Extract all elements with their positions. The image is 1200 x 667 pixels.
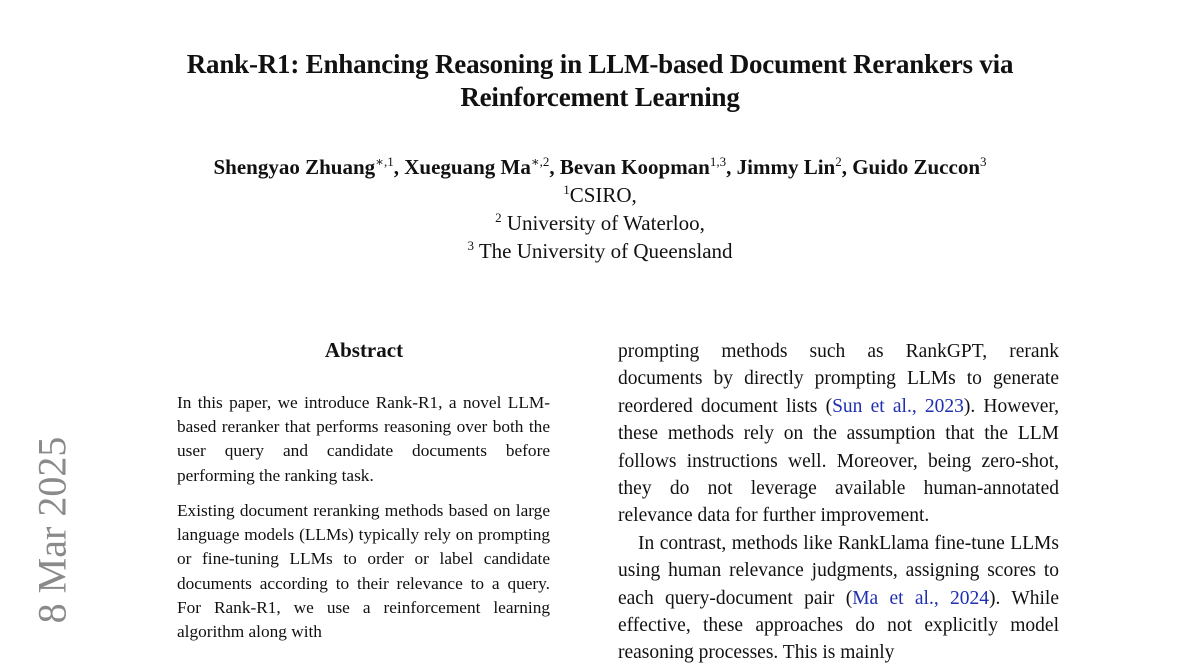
affiliation-waterloo: $^2$ University of Waterloo, [495, 210, 705, 235]
abstract-paragraph-2: Existing document reranking methods based on large language models (LLMs) typically rely on prompting or fine-tuning LLMs to order or label candidate documents according to their relevance to a query. For Rank-R1, we use a reinforcement learning algorithm along with [177, 501, 550, 642]
affiliation-csiro: $^1$CSIRO, [563, 182, 637, 207]
author: Xueguang $Ma^{∗,2}$, [404, 154, 560, 179]
title-line-1: Rank-R1: Enhancing Reasoning in LLM-based Document Rerankers via [186, 49, 1014, 79]
citation-link[interactable]: Sun et al., 2023 [832, 395, 964, 417]
citation-link[interactable]: Ma et al., 2024 [852, 587, 990, 609]
arxiv-date-stamp: 8 Mar 2025 [29, 436, 75, 624]
abstract-heading: Abstract [324, 338, 404, 362]
paper-title [100, 48, 1100, 114]
author: Guido Zuccon$^3$ [852, 154, 987, 179]
author: Bevan Koopman$^{1,3}$, [559, 154, 737, 179]
abstract-paragraph-1: In this paper, we introduce Rank-R1, a novel LLM-based reranker that performs reasoning over both the user query and candidate documents before performing the ranking task. [177, 393, 550, 485]
intro-paragraph-2: In contrast, methods like RankLlama fine-tune LLMs using human relevance judgments, assigning scores to each query-document pair (Ma et al., 2024). While effective, these approaches do not explicitly model reasoning processes. This is mainly [618, 532, 1059, 664]
author: Shengyao Zhuang$^{∗,1}$, [213, 154, 405, 179]
affiliation-queensland: $^3$ The University of Queensland [467, 238, 733, 263]
author: Jimmy Lin$^2$, [736, 154, 853, 179]
author-list [100, 154, 1100, 180]
intro-column [618, 338, 1059, 667]
title-line-2: Reinforcement Learning [460, 82, 740, 112]
intro-paragraph-1: prompting methods such as RankGPT, rerank documents by directly prompting LLMs to generate reordered document lists (Sun et al., 2023). However, these methods rely on the assumption that the LLM follows instructions well. Moreover, being zero-shot, they do not leverage available human-annotated relevance data for further improvement. [618, 341, 1059, 527]
